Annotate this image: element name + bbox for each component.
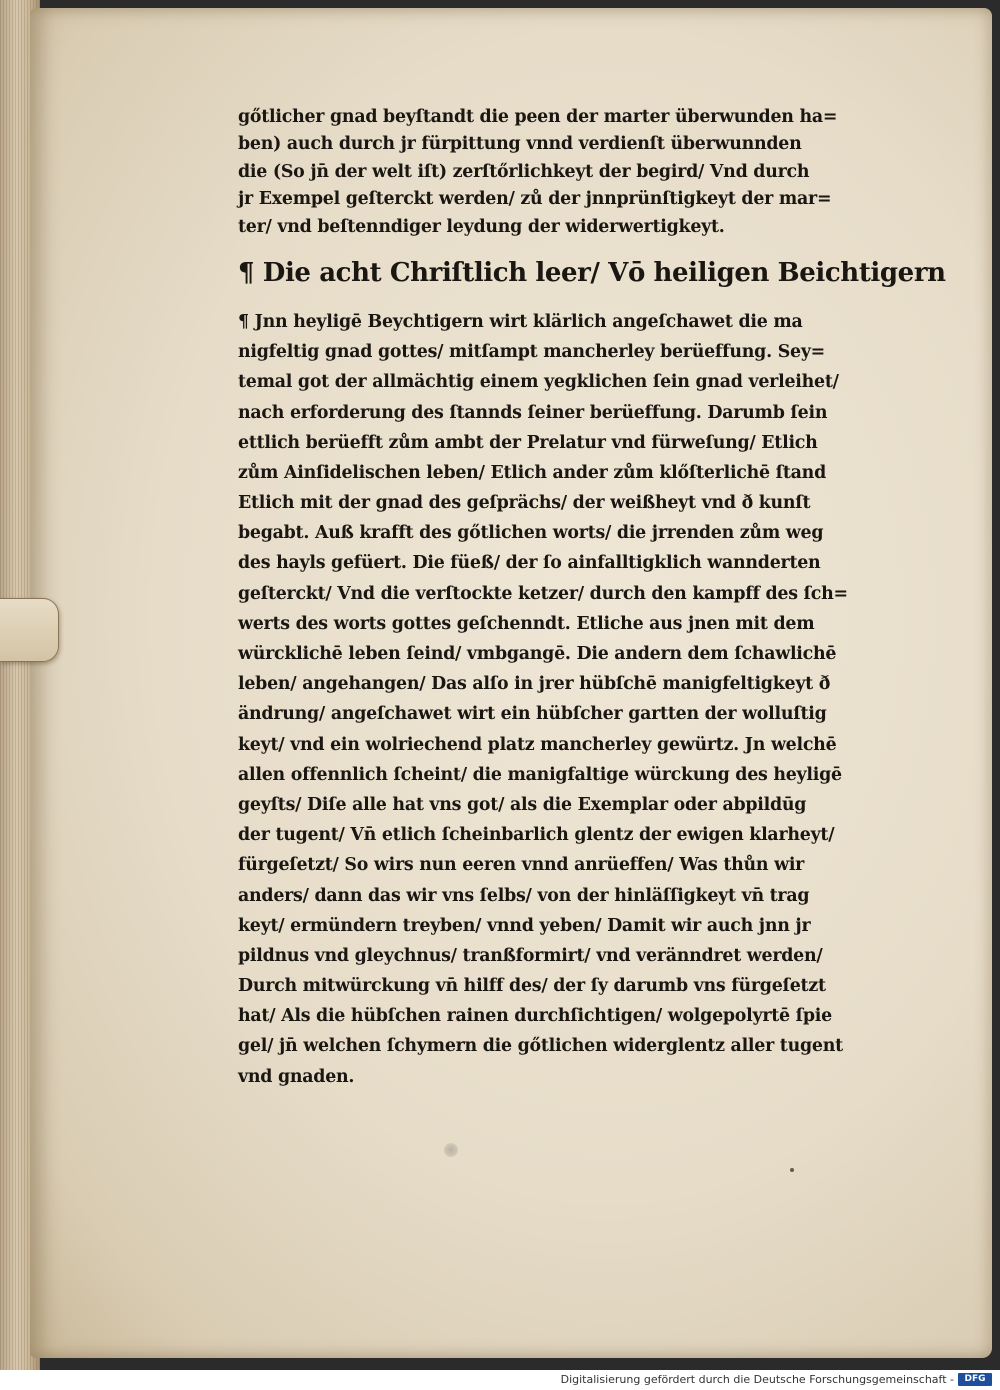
text-line: ben) auch durch jr fürpittung vnnd verdienſt überwunnden [238, 134, 802, 155]
text-line: leben/ angehangen/ Das alſo in jrer hübſchē manigfeltigkeyt ð [238, 674, 831, 695]
text-line: pildnus vnd gleychnus/ tranßformirt/ vnd veränndret werden/ [238, 945, 823, 966]
text-line: jr Exempel geſterckt werden/ zů der jnnprünſtigkeyt der mar= [238, 189, 832, 210]
text-line: werts des worts gottes geſchenndt. Etliche aus jnen mit dem [238, 613, 815, 634]
text-line: nach erforderung des ſtannds ſeiner berüeffung. Darumb ſein [238, 402, 828, 423]
text-line: fürgeſetzt/ So wirs nun eeren vnnd anrüeffen/ Was thůn wir [238, 855, 805, 876]
text-line: der tugent/ Vn̄ etlich ſcheinbarlich glentz der ewigen klarheyt/ [238, 825, 835, 846]
page-marker-tab [0, 598, 59, 662]
text-line: gőtlicher gnad beyſtandt die peen der marter überwunden ha= [238, 107, 838, 127]
text-line: gel/ jn̄ welchen ſchymern die gőtlichen widerglentz aller tugent [238, 1036, 843, 1057]
text-line: Durch mitwürckung vn̄ hilff des/ der ſy darumb vns fürgeſetzt [238, 976, 826, 997]
text-line: keyt/ vnd ein wolriechend platz mancherley gewürtz. Jn welchē [238, 734, 837, 755]
footer-credit: Digitalisierung gefördert durch die Deutsche Forschungsgemeinschaft - [560, 1373, 954, 1386]
text-line: ettlich berüefft zům ambt der Prelatur vnd fürweſung/ Etlich [238, 432, 818, 453]
text-line: temal got der allmächtig einem yegklichen ſein gnad verleihet/ [238, 372, 839, 393]
text-line: geſterckt/ Vnd die verſtockte ketzer/ durch den kampff des ſch= [238, 583, 848, 604]
body-paragraph [238, 307, 918, 1092]
text-line: vnd gnaden. [238, 1066, 355, 1087]
text-line: Etlich mit der gnad des geſprächs/ der weißheyt vnd ð kunſt [238, 493, 811, 514]
paper-blemish [790, 1168, 794, 1172]
text-line: allen offennlich ſcheint/ die manigfaltige würckung des heyligē [238, 764, 842, 785]
text-block [238, 104, 946, 1092]
text-line: ter/ vnd beſtenndiger leydung der widerwertigkeyt. [238, 216, 725, 237]
text-line: keyt/ ermündern treyben/ vnnd yeben/ Damit wir auch jnn jr [238, 915, 811, 936]
paper-blemish [444, 1143, 458, 1157]
text-line: des hayls gefüert. Die füeß/ der ſo ainfalltigklich wannderten [238, 553, 821, 574]
text-line: nigfeltig gnad gottes/ mitſampt mancherley berüeffung. Sey= [238, 342, 825, 363]
text-line: hat/ Als die hübſchen rainen durchſichtigen/ wolgepolyrtē ſpie [238, 1006, 832, 1027]
text-line: würcklichē leben ſeind/ vmbgangē. Die andern dem ſchawlichē [238, 644, 837, 665]
text-line: geyſts/ Diſe alle hat vns got/ als die Exemplar oder abpildūg [238, 794, 807, 815]
text-line: anders/ dann das wir vns ſelbs/ von der hinläſſigkeyt vn̄ trag [238, 885, 810, 906]
text-line: ¶ Jnn heyligē Beychtigern wirt klärlich angeſchawet die ma [238, 311, 803, 332]
dfg-logo: DFG [958, 1373, 992, 1386]
text-line: zům Ainſidelischen leben/ Etlich ander zům klőſterlichē ſtand [238, 462, 826, 483]
text-line: die (So jn̄ der welt iſt) zerſtőrlichkeyt der begird/ Vnd durch [238, 161, 810, 182]
section-heading: ¶ Die acht Chriſtlich leer/ Vō heiligen Beichtigern [238, 257, 946, 288]
text-line: begabt. Auß krafft des gőtlichen worts/ die jrrenden zům weg [238, 523, 824, 544]
footer-bar [0, 1370, 1000, 1390]
text-line: ändrung/ angeſchawet wirt ein hübſcher gartten der wolluſtig [238, 704, 827, 725]
intro-paragraph [238, 104, 918, 241]
